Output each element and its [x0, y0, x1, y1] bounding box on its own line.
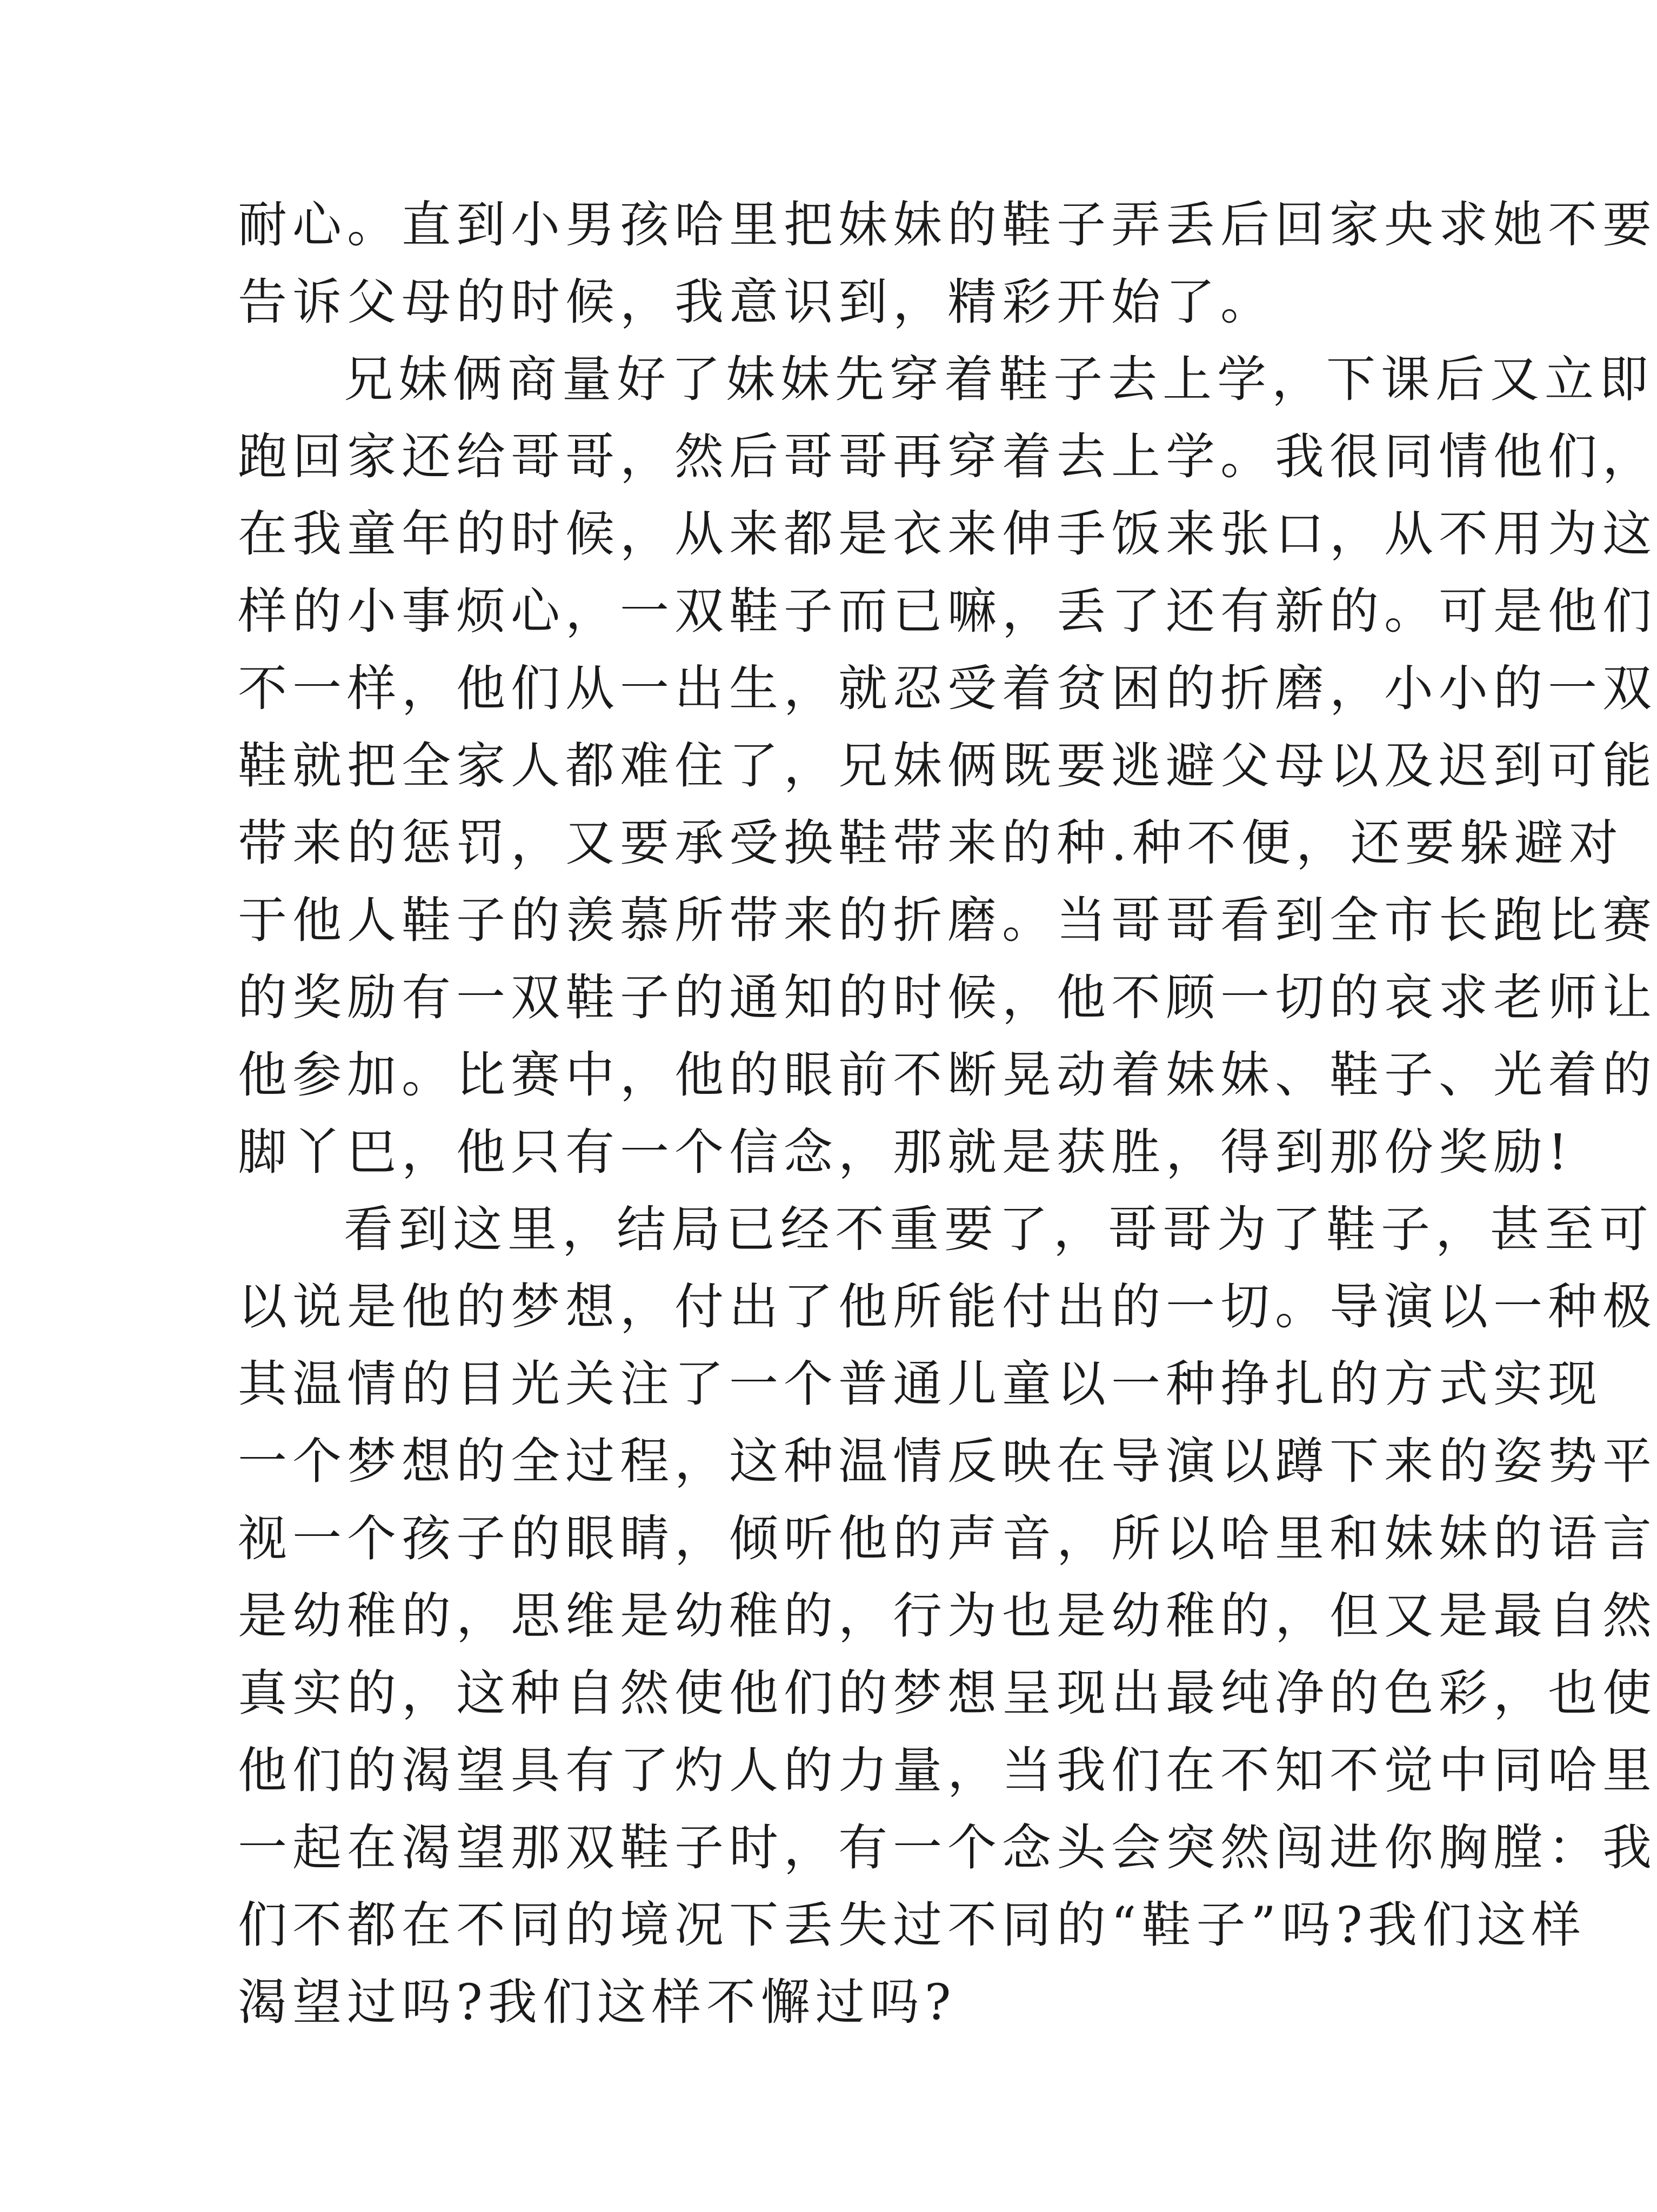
text-line: 以说是他的梦想，付出了他所能付出的一切。导演以一种极 [238, 1279, 1657, 1335]
paragraph-start-line: 看到这里，结局已经不重要了，哥哥为了鞋子，甚至可 [344, 1201, 1654, 1258]
text-line: 的奖励有一双鞋子的通知的时候，他不顾一切的哀求老师让 [238, 970, 1657, 1026]
text-line: 样的小事烦心，一双鞋子而已嘛，丢了还有新的。可是他们 [238, 583, 1657, 640]
text-line: 一起在渴望那双鞋子时，有一个念头会突然闯进你胸膛：我 [238, 1820, 1657, 1876]
text-line: 真实的，这种自然使他们的梦想呈现出最纯净的色彩，也使 [238, 1665, 1657, 1722]
body-text [238, 186, 1657, 2041]
text-line: 渴望过吗?我们这样不懈过吗? [238, 1974, 957, 2031]
text-line: 告诉父母的时候，我意识到，精彩开始了。 [238, 274, 1275, 331]
text-line: 带来的惩罚，又要承受换鞋带来的种.种不便，还要躲避对 [238, 815, 1623, 872]
text-line: 不一样，他们从一出生，就忍受着贫困的折磨，小小的一双 [238, 660, 1657, 717]
text-line: 跑回家还给哥哥，然后哥哥再穿着去上学。我很同情他们， [238, 429, 1657, 485]
text-line: 们不都在不同的境况下丢失过不同的“鞋子”吗?我们这样 [238, 1897, 1586, 1954]
text-line: 耐心。直到小男孩哈里把妹妹的鞋子弄丢后回家央求她不要 [238, 197, 1657, 253]
text-line: 是幼稚的，思维是幼稚的，行为也是幼稚的，但又是最自然 [238, 1588, 1657, 1645]
text-line: 鞋就把全家人都难住了，兄妹俩既要逃避父母以及迟到可能 [238, 738, 1657, 794]
text-line: 于他人鞋子的羡慕所带来的折磨。当哥哥看到全市长跑比赛 [238, 892, 1657, 949]
text-line: 脚丫巴，他只有一个信念，那就是获胜，得到那份奖励! [238, 1124, 1573, 1181]
text-line: 视一个孩子的眼睛，倾听他的声音，所以哈里和妹妹的语言 [238, 1511, 1657, 1567]
text-line: 在我童年的时候，从来都是衣来伸手饭来张口，从不用为这 [238, 506, 1657, 563]
text-line: 一个梦想的全过程，这种温情反映在导演以蹲下来的姿势平 [238, 1433, 1657, 1490]
text-line: 其温情的目光关注了一个普通儿童以一种挣扎的方式实现 [238, 1356, 1603, 1413]
text-line: 他参加。比赛中，他的眼前不断晃动着妹妹、鞋子、光着的 [238, 1047, 1657, 1104]
text-line: 他们的渴望具有了灼人的力量，当我们在不知不觉中同哈里 [238, 1742, 1657, 1799]
paragraph-start-line: 兄妹俩商量好了妹妹先穿着鞋子去上学，下课后又立即 [344, 351, 1654, 408]
